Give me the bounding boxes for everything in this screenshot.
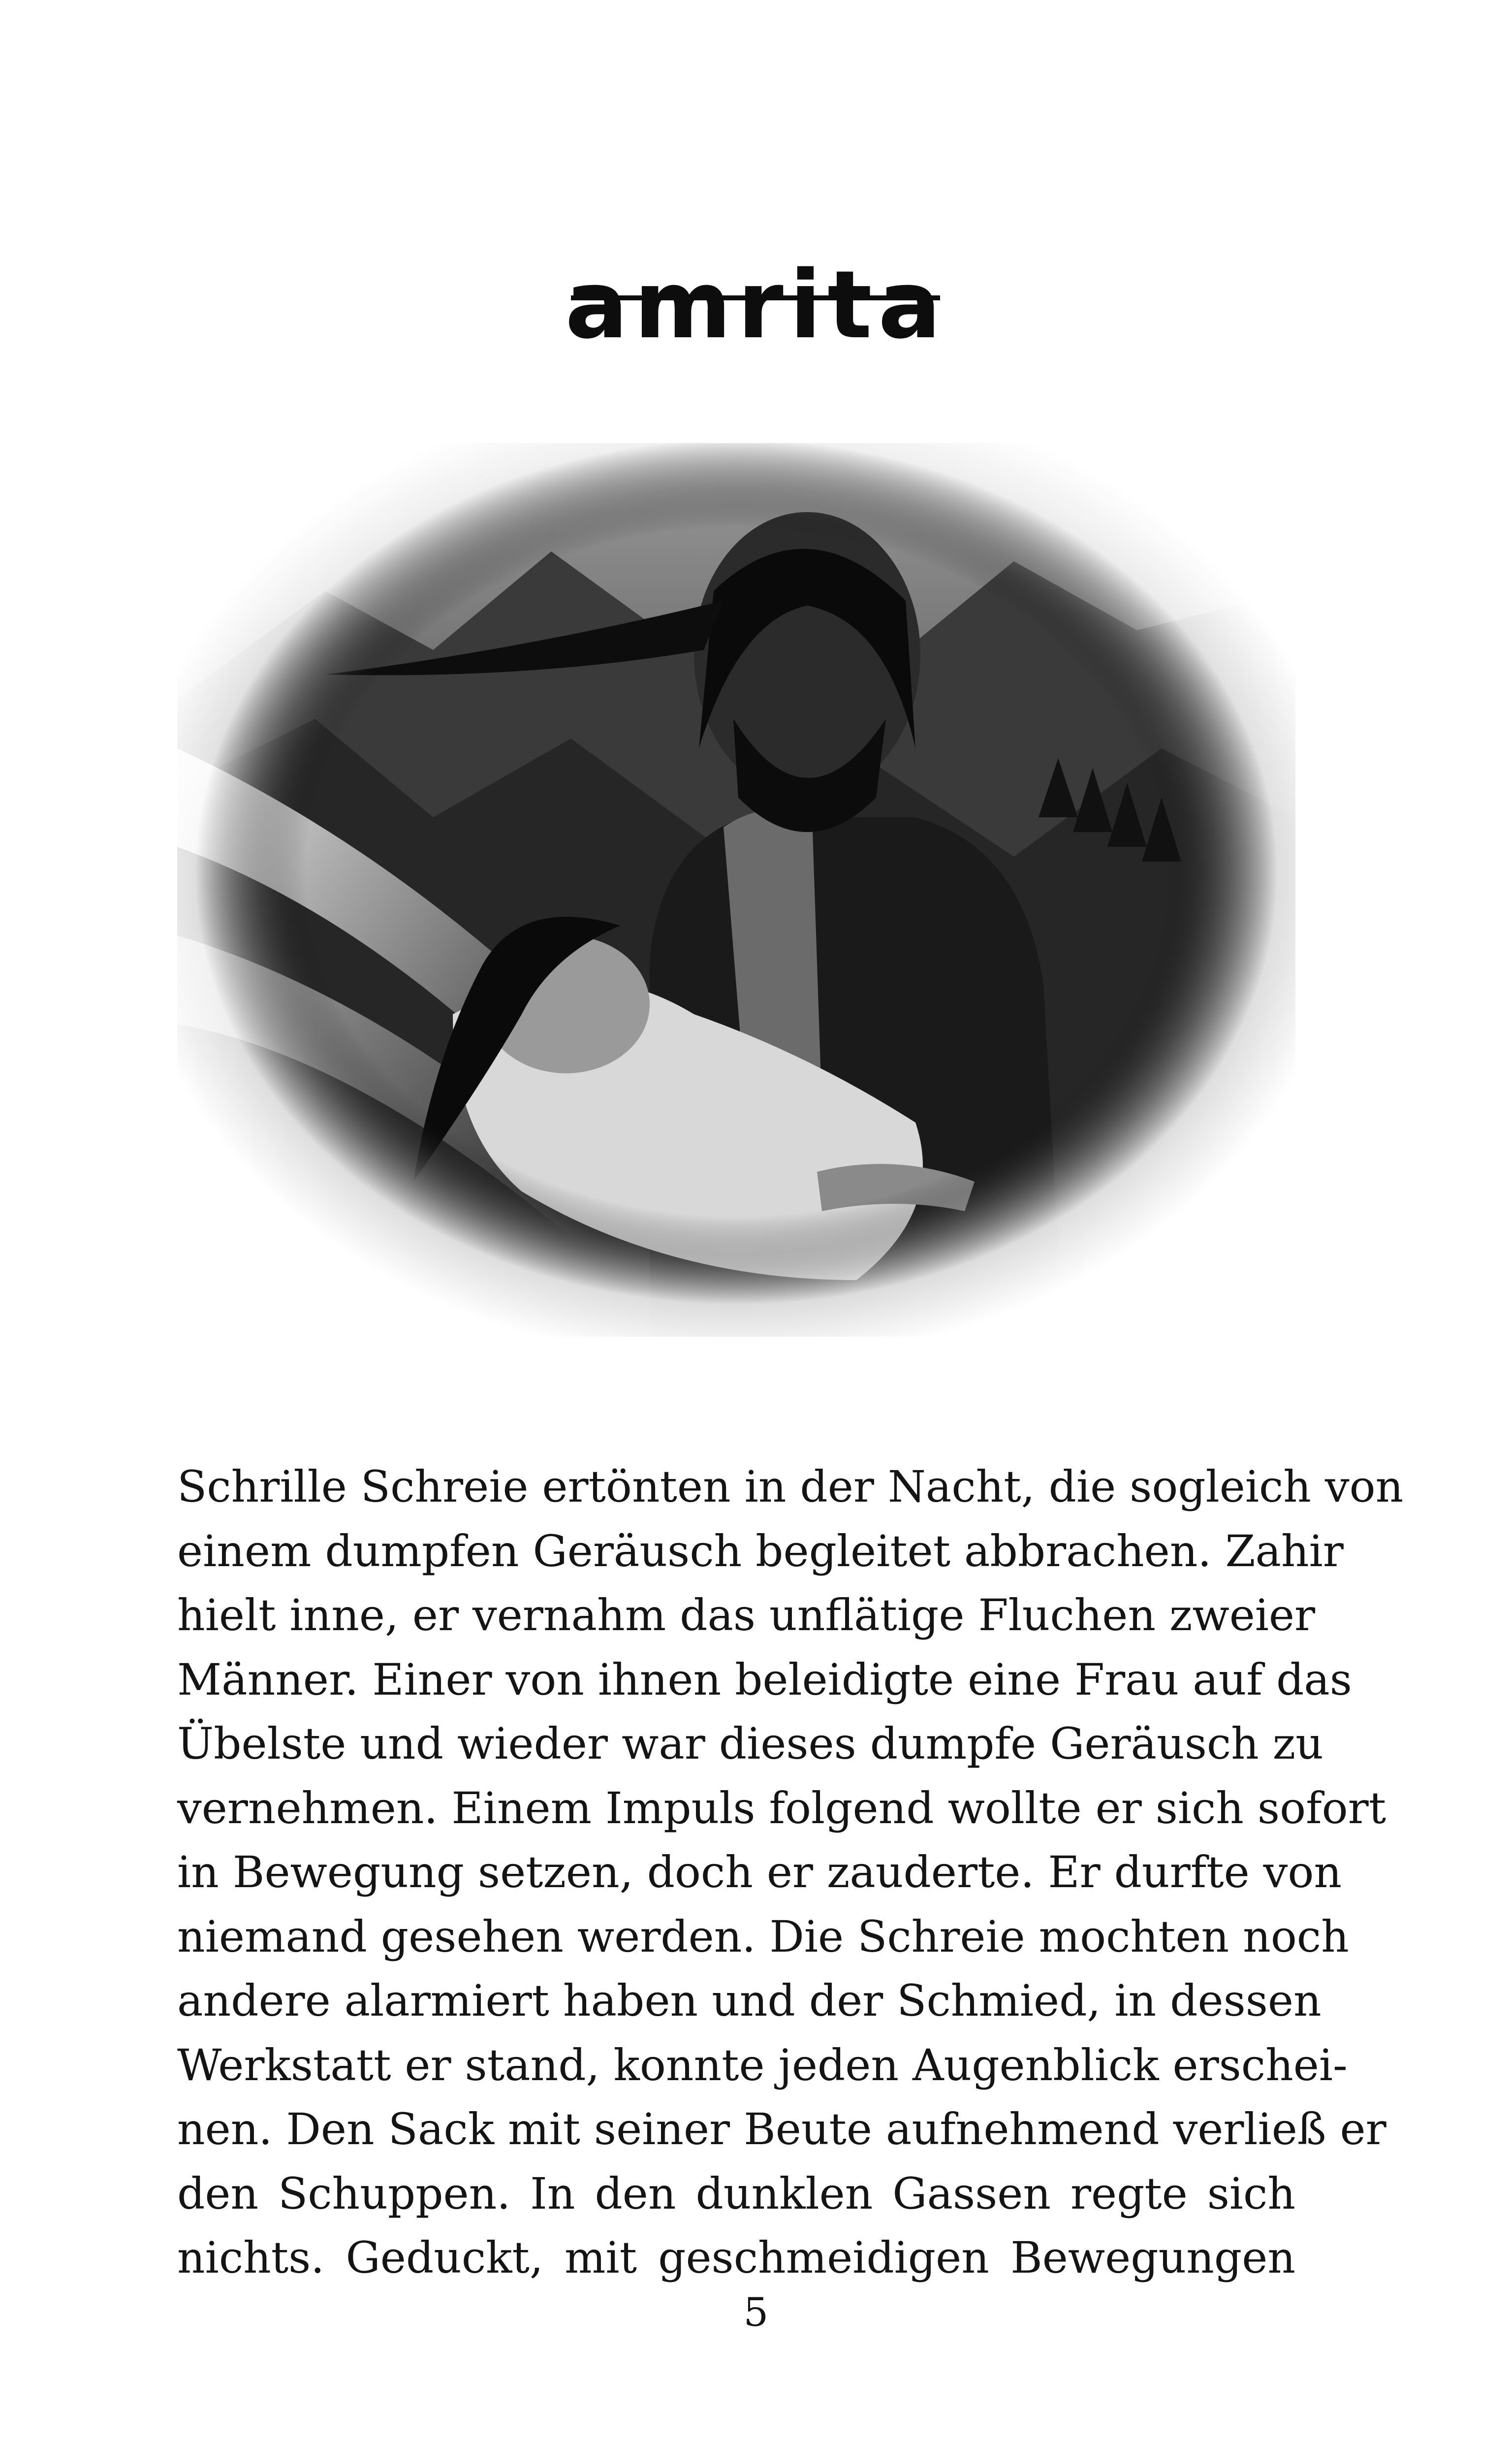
text-line: niemand gesehen werden. Die Schreie mochten noch — [177, 1911, 1349, 1962]
text-line: Werkstatt er stand, konnte jeden Augenblick erschei- — [177, 2039, 1348, 2090]
illustration-svg — [177, 443, 1295, 1337]
text-line: vernehmen. Einem Impuls folgend wollte er sich sofort — [177, 1782, 1386, 1833]
illustration-man-carrying-woman-mountains — [177, 443, 1295, 1337]
text-line: Schrille Schreie ertönten in der Nacht, die sogleich von — [177, 1461, 1404, 1512]
page-title: amrita — [565, 251, 947, 359]
text-line: nen. Den Sack mit seiner Beute aufnehmend verließ er — [177, 2104, 1386, 2154]
page-number: 5 — [743, 2289, 769, 2335]
text-line: Männer. Einer von ihnen beleidigte eine Frau auf das — [177, 1654, 1352, 1705]
body-text — [177, 1455, 1404, 2290]
text-line: hielt inne, er vernahm das unflätige Fluchen zweier — [177, 1590, 1316, 1640]
text-line: einem dumpfen Geräusch begleitet abbrachen. Zahir — [177, 1525, 1344, 1576]
text-line: in Bewegung setzen, doch er zauderte. Er durfte von — [177, 1847, 1342, 1897]
text-line: andere alarmiert haben und der Schmied, in dessen — [177, 1975, 1322, 2026]
text-line: Übelste und wieder war dieses dumpfe Geräusch zu — [177, 1718, 1323, 1769]
text-line: den Schuppen. In den dunklen Gassen regte sich — [177, 2168, 1295, 2219]
vignette-overlay — [177, 443, 1295, 1337]
text-line: nichts. Geduckt, mit geschmeidigen Bewegungen — [177, 2232, 1295, 2283]
